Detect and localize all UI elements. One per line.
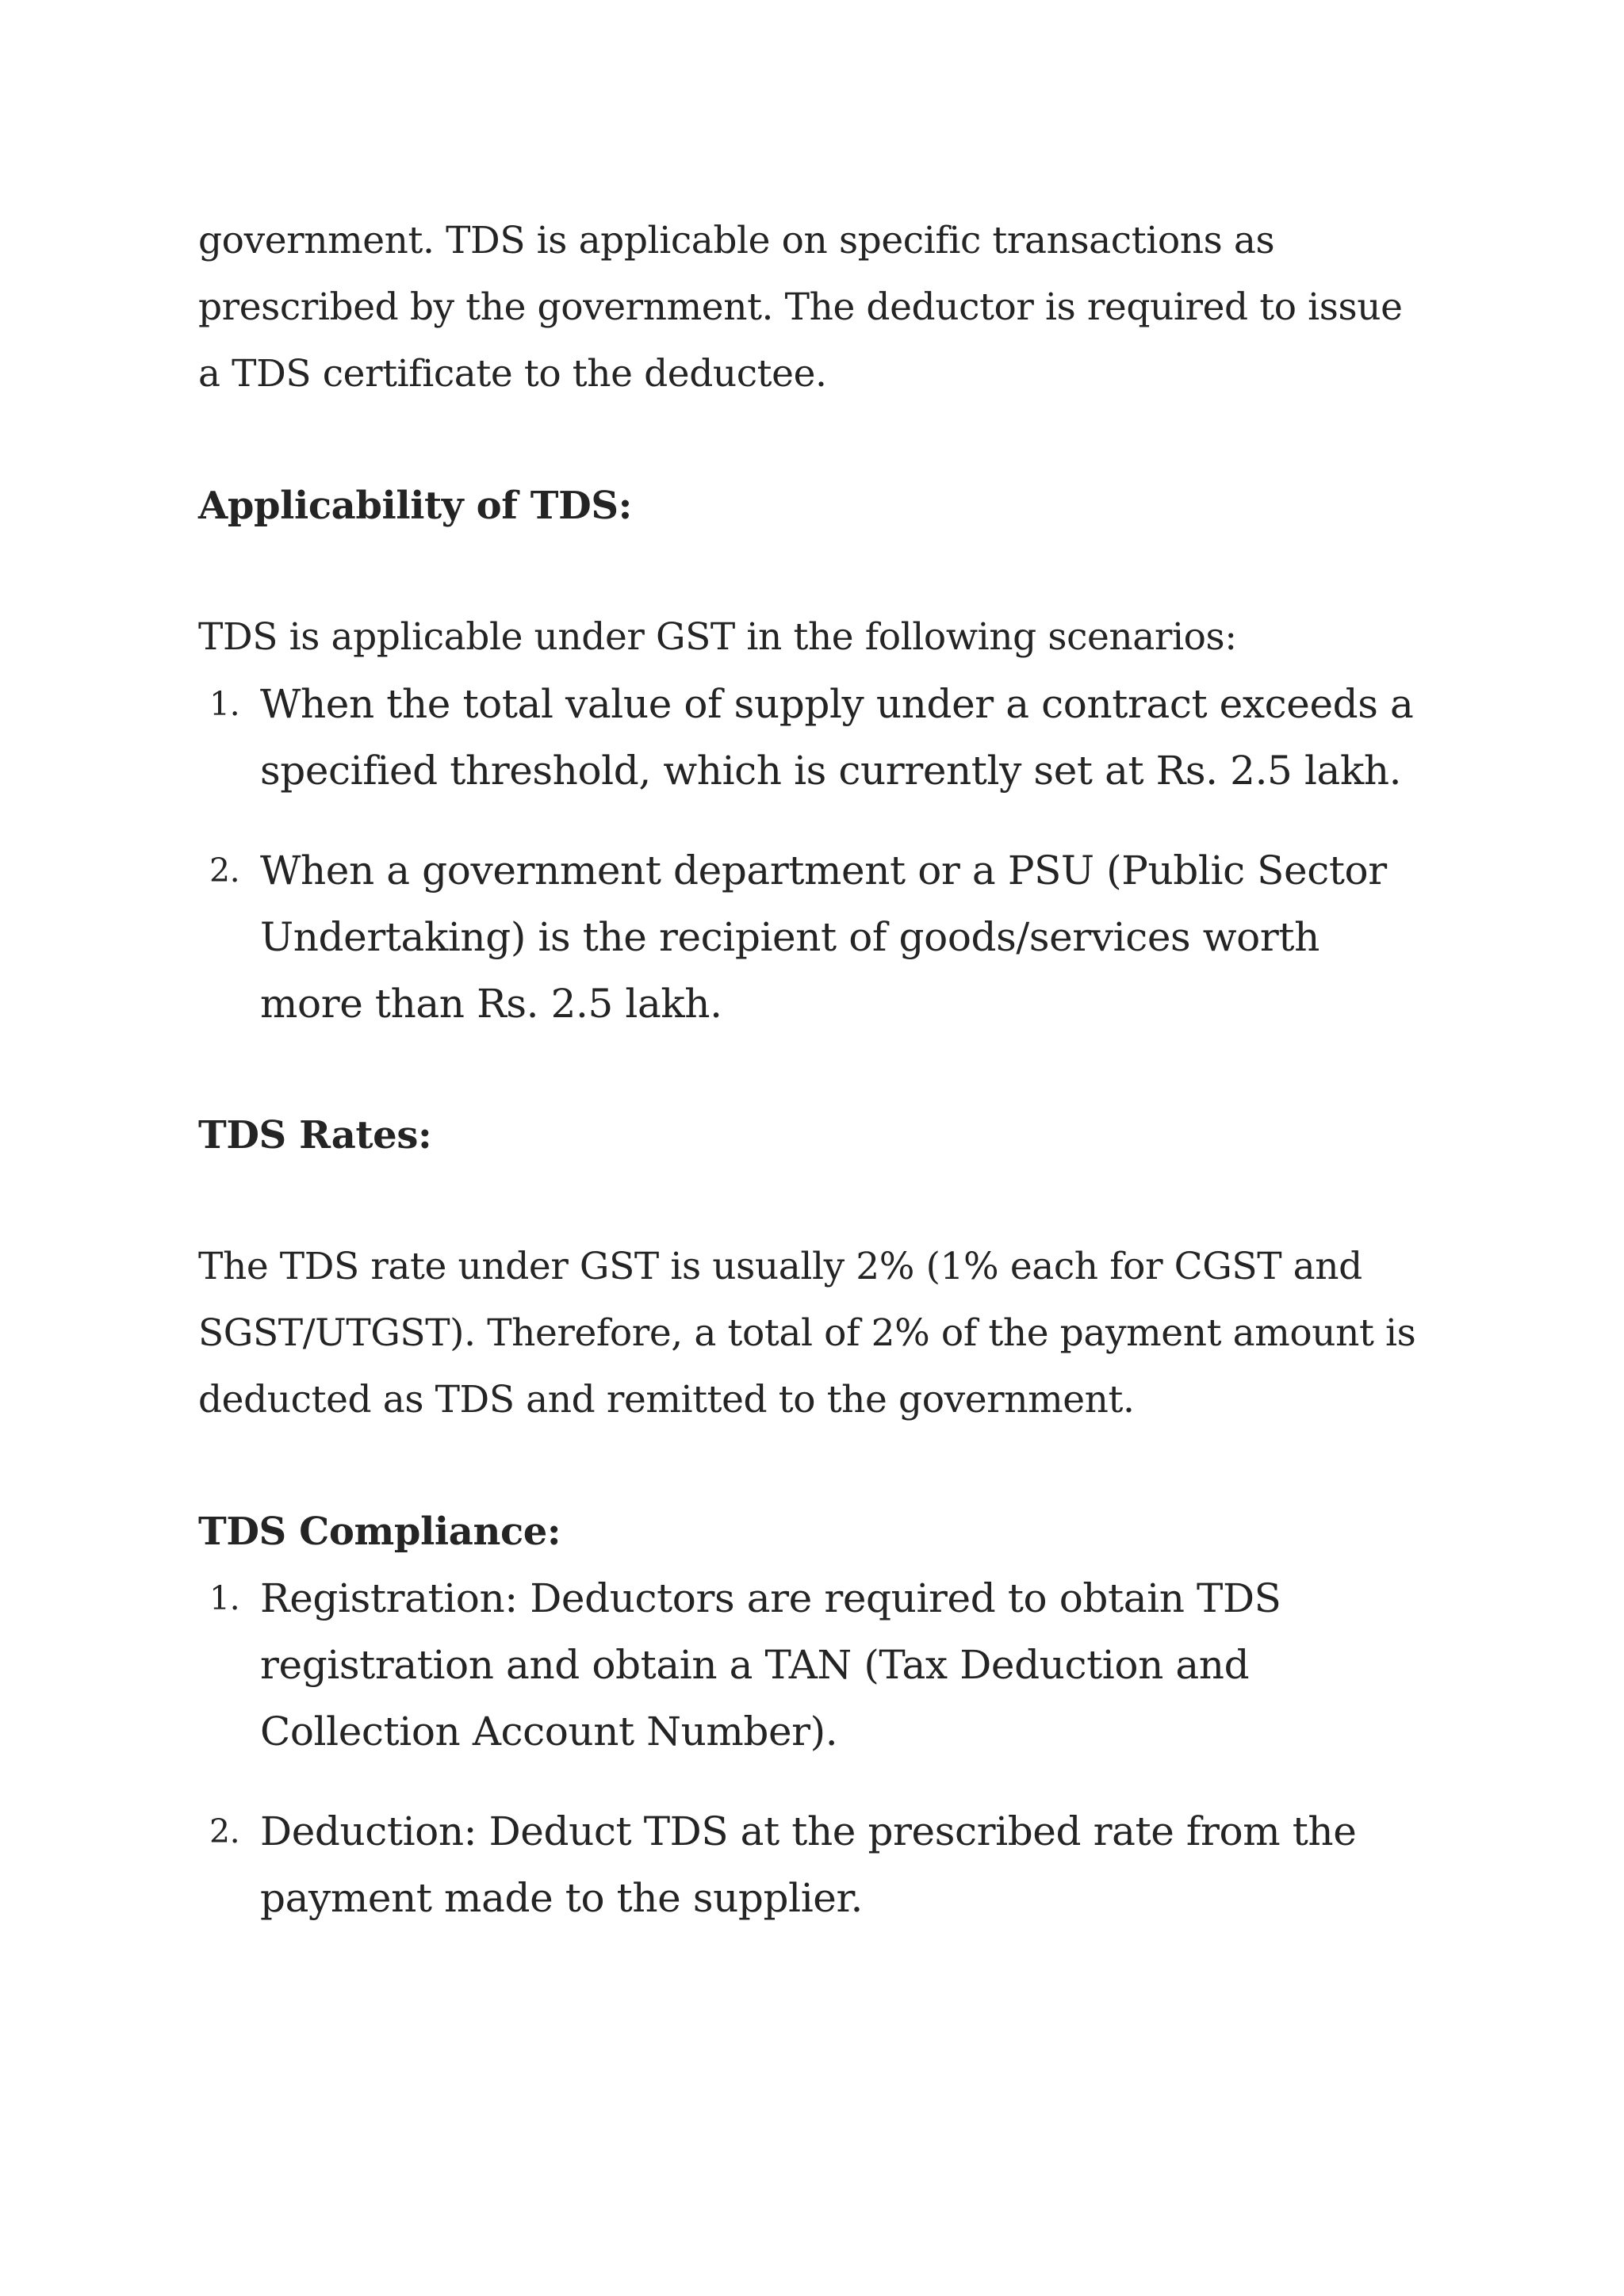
list-item bbox=[198, 671, 1434, 804]
applicability-list bbox=[198, 671, 1434, 1037]
list-item bbox=[198, 1565, 1434, 1765]
list-number: 2. bbox=[209, 1812, 240, 1850]
compliance-heading: TDS Compliance: bbox=[198, 1510, 561, 1554]
list-number: 1. bbox=[209, 685, 240, 723]
list-item bbox=[198, 1798, 1434, 1931]
applicability-heading: Applicability of TDS: bbox=[198, 484, 632, 528]
applicability-lead: TDS is applicable under GST in the following scenarios: bbox=[198, 615, 1237, 659]
rates-heading: TDS Rates: bbox=[198, 1113, 432, 1158]
compliance-list bbox=[198, 1565, 1434, 1931]
rates-paragraph: The TDS rate under GST is usually 2% (1% each for CGST and SGST/UTGST). Therefore, a total of 2% of the payment amount is deducted as TDS and remitted to the government. bbox=[198, 1245, 1416, 1422]
intro-paragraph: government. TDS is applicable on specific transactions as prescribed by the government. The deductor is required to issue a TDS certificate to the deductee. bbox=[198, 219, 1403, 396]
list-item-text: When the total value of supply under a contract exceeds a specified threshold, which is currently set at Rs. 2.5 lakh. bbox=[260, 681, 1414, 794]
list-item-text: Registration: Deductors are required to obtain TDS registration and obtain a TAN (Tax Deduction and Collection Account Number). bbox=[260, 1575, 1281, 1755]
list-item-text: When a government department or a PSU (Public Sector Undertaking) is the recipient of goods/services worth more than Rs. 2.5 lakh. bbox=[260, 848, 1387, 1027]
list-item bbox=[198, 837, 1434, 1037]
list-number: 1. bbox=[209, 1579, 240, 1617]
list-number: 2. bbox=[209, 851, 240, 890]
list-item-text: Deduction: Deduct TDS at the prescribed rate from the payment made to the supplier. bbox=[260, 1808, 1357, 1921]
